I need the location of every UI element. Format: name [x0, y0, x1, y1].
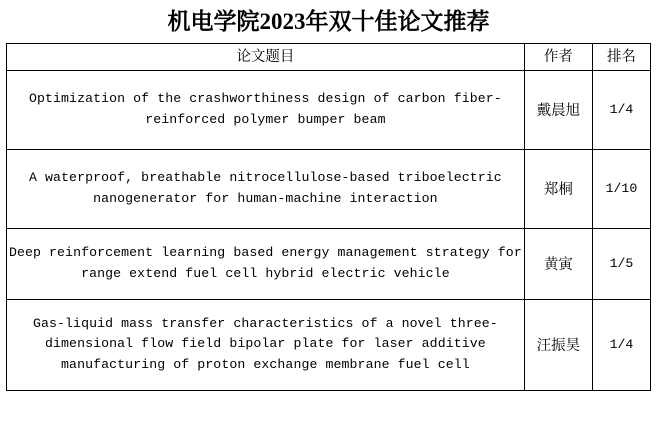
cell-rank: 1/4	[592, 70, 650, 149]
table-body	[7, 70, 651, 390]
page-title: 机电学院2023年双十佳论文推荐	[167, 9, 490, 34]
cell-author: 汪振昊	[524, 299, 592, 390]
table-row	[7, 149, 651, 228]
cell-paper-title: A waterproof, breathable nitrocellulose-based triboelectric nanogenerator for human-machine interaction	[7, 149, 525, 228]
cell-paper-title: Deep reinforcement learning based energy management strategy for range extend fuel cell hybrid electric vehicle	[7, 228, 525, 299]
table-header	[7, 43, 651, 70]
cell-rank: 1/10	[592, 149, 650, 228]
cell-rank: 1/4	[592, 299, 650, 390]
cell-paper-title: Optimization of the crashworthiness design of carbon fiber-reinforced polymer bumper beam	[7, 70, 525, 149]
cell-author: 戴晨旭	[524, 70, 592, 149]
cell-author: 郑桐	[524, 149, 592, 228]
column-header-rank: 排名	[592, 43, 650, 70]
cell-rank: 1/5	[592, 228, 650, 299]
table-row	[7, 228, 651, 299]
table-row	[7, 299, 651, 390]
paper-recommendation-table	[6, 43, 651, 391]
table-row	[7, 70, 651, 149]
column-header-author: 作者	[524, 43, 592, 70]
cell-author: 黄寅	[524, 228, 592, 299]
table-header-row	[7, 43, 651, 70]
column-header-title: 论文题目	[7, 43, 525, 70]
cell-paper-title: Gas-liquid mass transfer characteristics of a novel three-dimensional flow field bipolar plate for laser additive manufacturing of proton exchange membrane fuel cell	[7, 299, 525, 390]
